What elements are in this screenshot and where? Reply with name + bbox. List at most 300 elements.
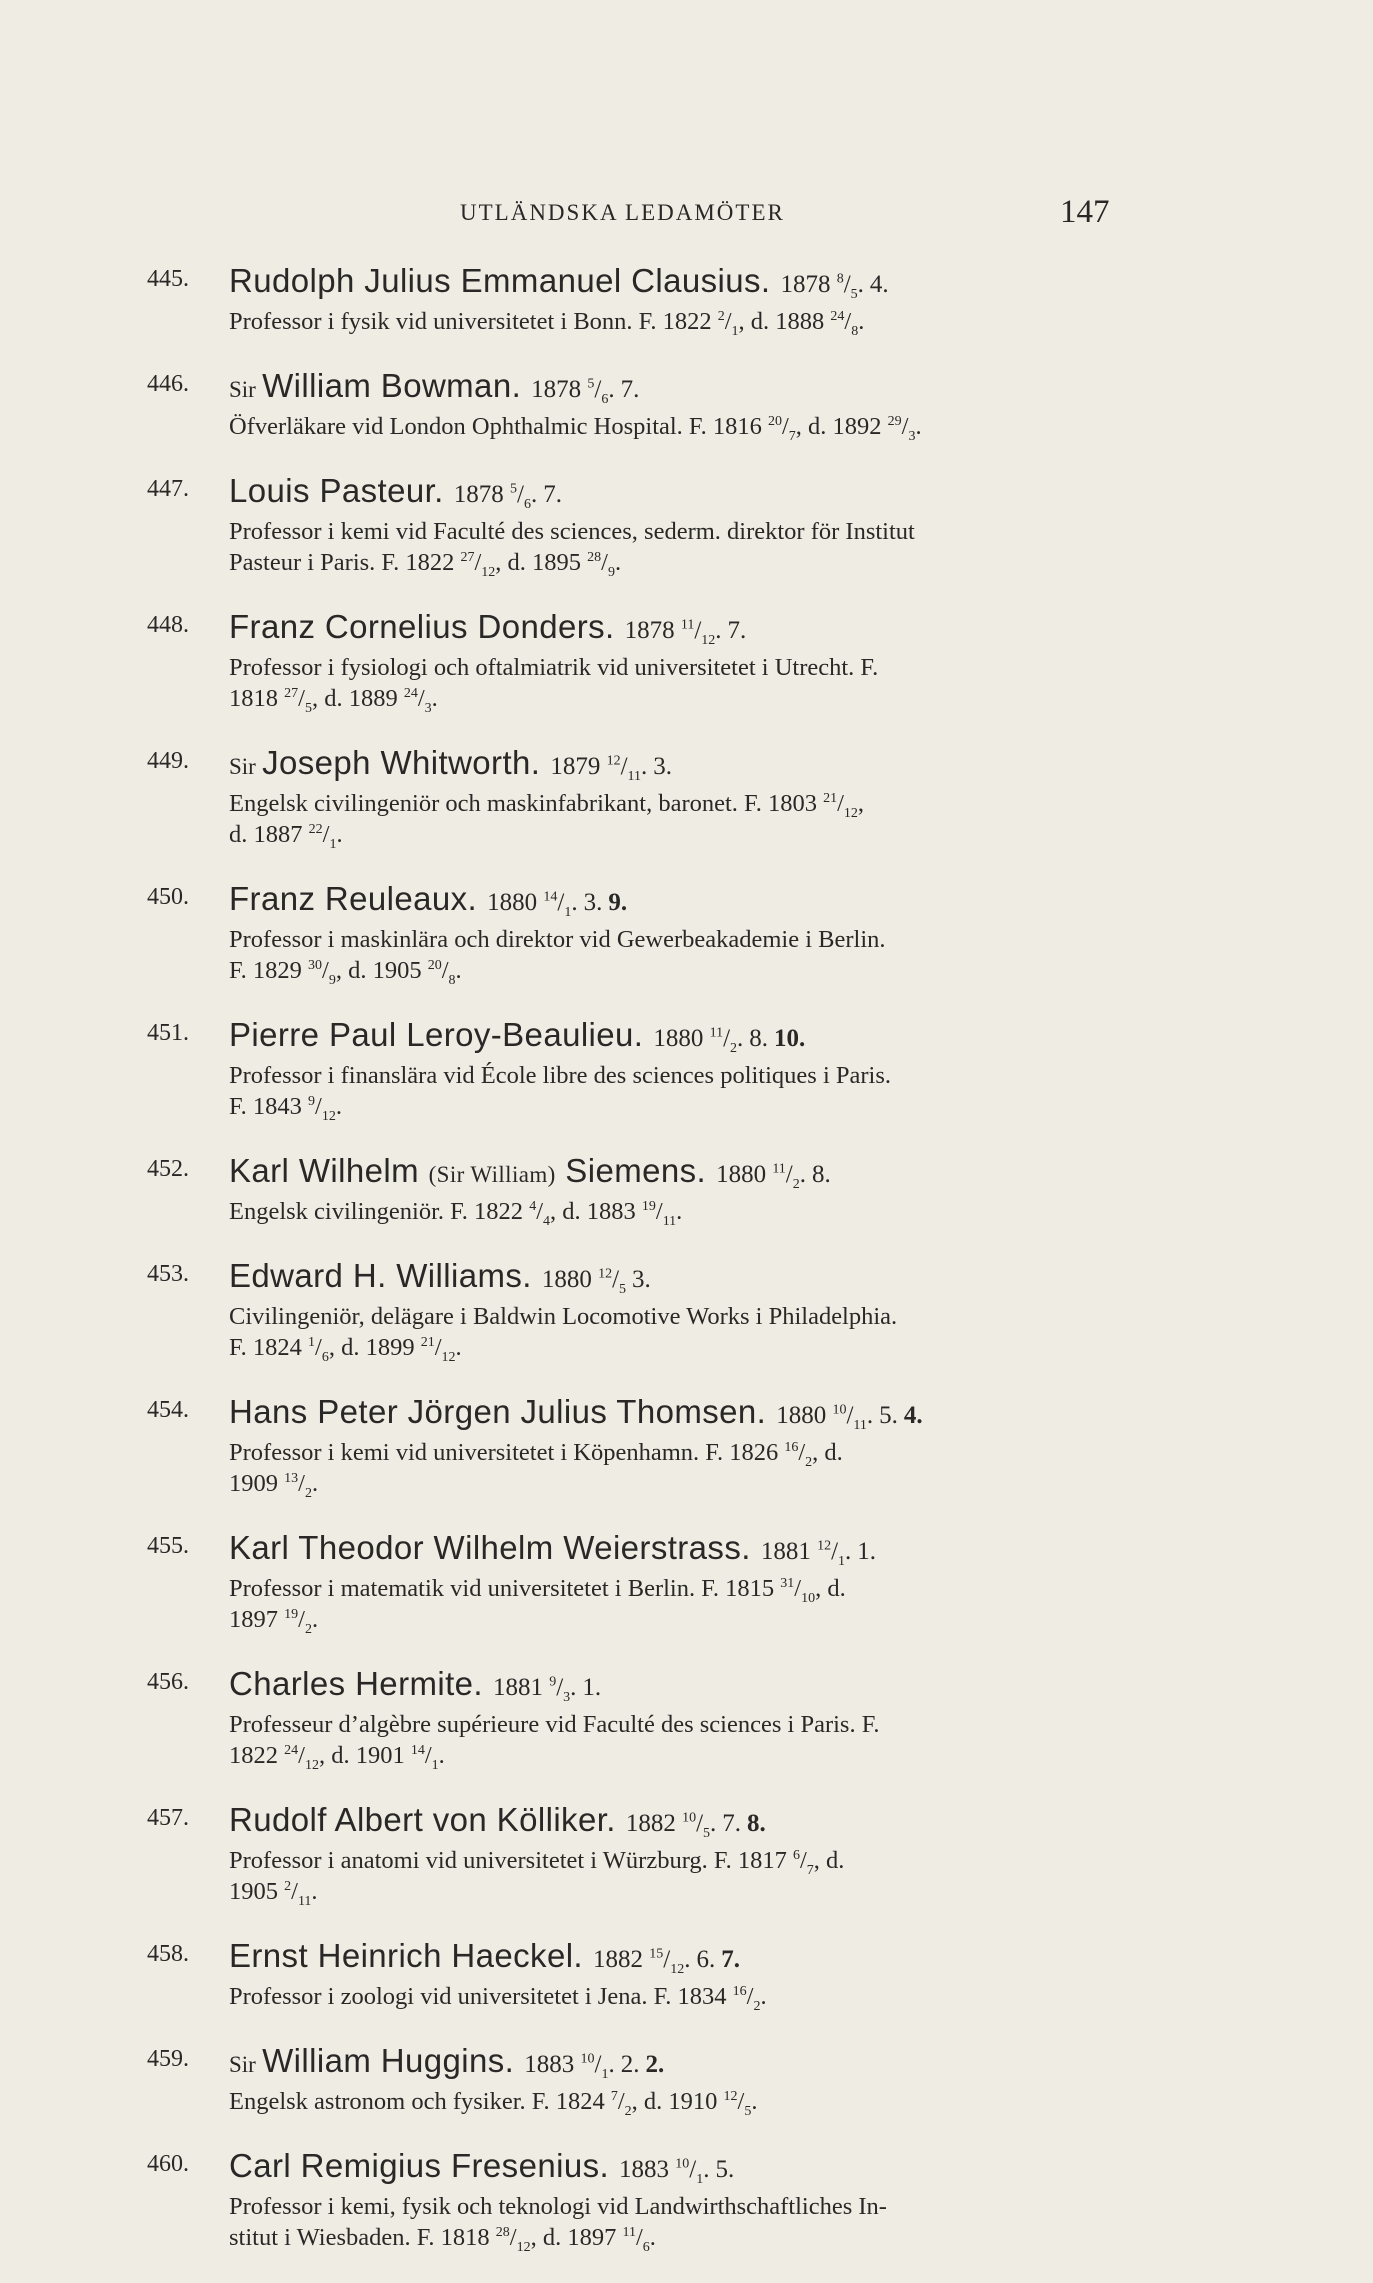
member-name-text: Rudolf Albert von Kölliker. — [229, 1801, 616, 1838]
entry-description — [229, 1060, 1167, 1122]
election-date: 1882 $^{15}/_{12}$. — [593, 1946, 691, 1977]
description-text: 1897 — [229, 1606, 285, 1633]
description-text: 1818 — [229, 685, 285, 712]
description-line: 1897 $^{19}/_2$. — [229, 1606, 319, 1637]
date-month: 12 — [304, 1757, 319, 1773]
election-month: 1 — [601, 2067, 609, 2082]
entry-heading — [229, 1665, 1167, 1707]
member-entry — [147, 262, 1167, 337]
description-text: Professeur d’algèbre supérieure vid Faculté des sciences i Paris. F. — [229, 1711, 880, 1738]
election-month: 1 — [838, 1554, 846, 1569]
member-name — [229, 472, 444, 509]
description-text: . — [311, 1470, 319, 1497]
description-line: Öfverläkare vid London Ophthalmic Hospital. F. 1816 $^{20}/_7$, d. 1892 $^{29}/_3$. — [229, 413, 922, 444]
description-text: , d. — [812, 1439, 843, 1466]
date-punct: . — [857, 271, 864, 298]
entry-number: 456. — [147, 1669, 189, 1695]
entry-description — [229, 1301, 1167, 1363]
entry-heading — [229, 1257, 1167, 1299]
date-month: 7 — [806, 1862, 814, 1878]
description-text: . — [336, 821, 343, 848]
date-day: 4 — [529, 1198, 537, 1214]
entry-description — [229, 788, 1167, 850]
date-month: 2 — [304, 1485, 312, 1501]
description-line — [229, 1709, 1167, 1740]
description-text: Civilingeniör, delägare i Baldwin Locomotive Works i Philadelphia. — [229, 1303, 898, 1330]
election-month: 5 — [619, 1282, 627, 1297]
description-text: , — [857, 790, 865, 817]
date-month: 1 — [431, 1757, 439, 1773]
election-year: 1880 — [487, 889, 538, 916]
member-name-text: Karl Theodor Wilhelm Weierstrass. — [229, 1529, 751, 1566]
date-day: 28 — [587, 549, 602, 565]
election-month: 11 — [853, 1418, 867, 1433]
member-name-text: Ernst Heinrich Haeckel. — [229, 1937, 583, 1974]
election-day: 12 — [817, 1538, 832, 1554]
entry-number: 446. — [147, 371, 189, 397]
date-month: 7 — [788, 428, 796, 444]
election-month: 3 — [563, 1690, 571, 1705]
election-date: 1882 $^{10}/_5$. — [625, 1810, 717, 1841]
date-month: 4 — [543, 1213, 550, 1229]
member-name-text: William Huggins. — [262, 2042, 515, 2079]
description-line: F. 1829 $^{30}/_9$, d. 1905 $^{20}/_8$. — [229, 957, 462, 988]
entry-number: 451. — [147, 1020, 189, 1046]
date-day: 27 — [460, 549, 475, 565]
entry-number: 445. — [147, 266, 189, 292]
date-punct: . — [737, 1025, 744, 1052]
election-day: 15 — [649, 1946, 664, 1962]
date-month: 9 — [607, 564, 615, 580]
description-line — [229, 924, 1167, 955]
date-punct: . — [684, 1946, 691, 1973]
description-text: . — [858, 308, 865, 335]
election-day: 5 — [587, 376, 595, 392]
entry-number: 452. — [147, 1156, 189, 1182]
description-text: . — [751, 2088, 758, 2115]
election-month: 5 — [703, 1826, 711, 1841]
description-text: F. 1829 — [229, 957, 309, 984]
member-name — [229, 1937, 583, 1974]
class-number: 3. — [653, 753, 673, 780]
class-number: 5. — [715, 2156, 735, 2183]
member-name-text: Pierre Paul Leroy-Beaulieu. — [229, 1016, 644, 1053]
entry-heading — [229, 2147, 1167, 2189]
date-day: 21 — [823, 790, 838, 806]
description-text: 1822 — [229, 1742, 285, 1769]
description-line — [229, 1301, 1167, 1332]
description-line: Professor i matematik vid universitetet i Berlin. F. 1815 $^{31}/_{10}$, d. — [229, 1575, 846, 1606]
entry-heading — [229, 880, 1167, 922]
election-day: 11 — [709, 1025, 724, 1041]
description-line: d. 1887 $^{22}/_1$. — [229, 821, 343, 852]
election-date: 1881 $^{12}/_1$. — [760, 1538, 852, 1569]
member-name-text: Rudolph Julius Emmanuel Clausius. — [229, 262, 771, 299]
entry-description — [229, 2086, 1167, 2117]
description-line: Pasteur i Paris. F. 1822 $^{27}/_{12}$, d. 1895 $^{28}/_9$. — [229, 549, 622, 580]
description-line: 1818 $^{27}/_5$, d. 1889 $^{24}/_3$. — [229, 685, 438, 716]
class-number: 3. — [632, 1266, 651, 1293]
entry-description — [229, 1196, 1167, 1227]
election-date: 1878 $^{11}/_{12}$. — [624, 617, 722, 648]
date-month: 8 — [851, 323, 859, 339]
election-month: 1 — [696, 2172, 704, 2187]
description-line: Engelsk civilingeniör och maskinfabrikant, baronet. F. 1803 $^{21}/_{12}$, — [229, 790, 865, 821]
election-day: 12 — [598, 1266, 613, 1282]
running-title: UTLÄNDSKA LEDAMÖTER — [460, 200, 785, 225]
date-day: 13 — [284, 1470, 299, 1486]
date-month: 8 — [448, 972, 456, 988]
description-text: F. 1843 — [229, 1093, 309, 1120]
member-entry — [147, 367, 1167, 442]
election-year: 1882 — [625, 1810, 676, 1837]
member-entry — [147, 472, 1167, 578]
election-month: 1 — [564, 905, 572, 920]
election-month: 2 — [730, 1041, 738, 1056]
entry-number: 450. — [147, 884, 189, 910]
member-entry — [147, 608, 1167, 714]
date-day: 19 — [284, 1606, 299, 1622]
description-text: Professor i kemi vid universitetet i Köpenhamn. F. 1826 — [229, 1439, 785, 1466]
name-prefix: Sir — [229, 2052, 256, 2077]
date-month: 3 — [424, 700, 432, 716]
member-name-text: Edward H. Williams. — [229, 1257, 532, 1294]
election-date: 1878 $^5/_6$. — [531, 376, 615, 407]
description-text: Professor i anatomi vid universitetet i Würzburg. F. 1817 — [229, 1847, 793, 1874]
entry-heading — [229, 472, 1167, 514]
election-day: 11 — [772, 1161, 786, 1177]
page-number: 147 — [1060, 194, 1110, 230]
date-day: 16 — [732, 1983, 747, 1999]
member-name — [229, 1393, 766, 1430]
member-name — [229, 608, 615, 645]
entry-number: 458. — [147, 1941, 189, 1967]
election-day: 10 — [682, 1810, 697, 1826]
description-text: , d. 1889 — [311, 685, 404, 712]
entry-heading — [229, 744, 1167, 786]
member-name-text: Carl Remigius Fresenius. — [229, 2147, 610, 2184]
class-number: 7. — [620, 376, 640, 403]
description-text: . — [311, 1606, 319, 1633]
election-year: 1880 — [541, 1266, 592, 1293]
description-text: Professor i fysiologi och oftalmiatrik vid universitetet i Utrecht. F. — [229, 654, 879, 681]
description-text: Professor i kemi vid Faculté des sciences, sederm. direktor för Institut — [229, 518, 915, 545]
entry-description — [229, 1573, 1167, 1635]
class-number: 8. — [812, 1161, 831, 1188]
date-punct: . — [715, 617, 722, 644]
description-text: Professor i maskinlära och direktor vid Gewerbeakademie i Berlin. — [229, 926, 886, 953]
description-line: 1822 $^{24}/_{12}$, d. 1901 $^{14}/_1$. — [229, 1742, 445, 1773]
description-text: Engelsk civilingeniör och maskinfabrikant, baronet. F. 1803 — [229, 790, 824, 817]
election-date: 1880 $^{14}/_1$. — [487, 889, 578, 920]
description-text: Professor i finanslära vid École libre des sciences politiques i Paris. — [229, 1062, 892, 1089]
election-year: 1883 — [524, 2051, 575, 2078]
class-number-bold: 10. — [774, 1025, 806, 1052]
description-text: , d. — [813, 1847, 845, 1874]
member-name — [229, 2147, 609, 2184]
date-day: 27 — [284, 685, 299, 701]
date-day: 14 — [410, 1742, 425, 1758]
election-year: 1880 — [653, 1025, 704, 1052]
member-name — [229, 1152, 706, 1189]
date-punct: . — [703, 2156, 710, 2183]
entry-heading — [229, 608, 1167, 650]
date-day: 24 — [403, 685, 418, 701]
description-text: Engelsk astronom och fysiker. F. 1824 — [229, 2088, 611, 2115]
description-line: F. 1824 $^1/_6$, d. 1899 $^{21}/_{12}$. — [229, 1334, 462, 1365]
date-punct: . — [710, 1810, 717, 1837]
date-day: 22 — [308, 821, 323, 837]
description-text: Professor i zoologi vid universitetet i Jena. F. 1834 — [229, 1983, 733, 2010]
entry-number: 448. — [147, 612, 189, 638]
date-month: 3 — [908, 428, 916, 444]
member-name — [229, 262, 770, 299]
date-month: 11 — [297, 1893, 312, 1909]
description-text: . — [431, 685, 438, 712]
election-day: 8 — [836, 271, 844, 287]
election-year: 1878 — [531, 376, 582, 403]
date-day: 1 — [308, 1334, 316, 1350]
entry-number: 454. — [147, 1397, 189, 1423]
entry-heading — [229, 367, 1167, 409]
description-text: . — [760, 1983, 767, 2010]
entry-heading — [229, 1937, 1167, 1979]
election-year: 1878 — [453, 481, 504, 508]
class-number: 6. — [696, 1946, 716, 1973]
election-year: 1880 — [776, 1402, 827, 1429]
member-name-text: William Bowman. — [262, 367, 522, 404]
entry-number: 453. — [147, 1261, 189, 1287]
entry-number: 457. — [147, 1805, 189, 1831]
election-day: 10 — [580, 2051, 595, 2067]
class-number-bold: 2. — [645, 2051, 665, 2078]
date-month: 5 — [744, 2103, 752, 2119]
entry-description — [229, 1981, 1167, 2012]
name-prefix: Sir — [229, 754, 256, 779]
member-name — [229, 1801, 616, 1838]
member-entry — [147, 2042, 1167, 2117]
entry-heading — [229, 2042, 1167, 2084]
description-line: Professor i anatomi vid universitetet i Würzburg. F. 1817 $^6/_7$, d. — [229, 1847, 845, 1878]
class-number: 4. — [869, 271, 889, 298]
class-number-bold: 8. — [747, 1810, 766, 1837]
description-line: Professor i zoologi vid universitetet i Jena. F. 1834 $^{16}/_2$. — [229, 1983, 767, 2014]
election-day: 5 — [509, 481, 517, 497]
member-entry — [147, 2147, 1167, 2253]
date-month: 12 — [843, 805, 858, 821]
description-text: , d. 1905 — [335, 957, 428, 984]
member-entry — [147, 1152, 1167, 1227]
class-number-bold: 9. — [608, 889, 628, 916]
election-year: 1883 — [619, 2156, 670, 2183]
description-text: . — [614, 549, 622, 576]
description-line: 1905 $^2/_{11}$. — [229, 1878, 318, 1909]
election-day: 10 — [675, 2156, 690, 2172]
date-day: 29 — [887, 413, 902, 429]
date-month: 12 — [481, 564, 496, 580]
member-name — [229, 1257, 532, 1294]
member-name — [262, 367, 521, 404]
date-day: 2 — [717, 308, 725, 324]
election-date: 1880 $^{11}/_2$. — [716, 1161, 806, 1192]
date-month: 2 — [624, 2103, 632, 2119]
member-name — [262, 2042, 514, 2079]
class-number: 2. — [620, 2051, 640, 2078]
election-day: 9 — [549, 1674, 557, 1690]
date-day: 7 — [610, 2088, 618, 2104]
page-header — [0, 194, 1373, 240]
date-day: 19 — [641, 1198, 656, 1214]
description-line — [229, 516, 1167, 547]
date-punct: . — [530, 481, 538, 508]
election-month: 2 — [792, 1177, 800, 1192]
election-day: 12 — [606, 753, 621, 769]
description-line: 1909 $^{13}/_2$. — [229, 1470, 319, 1501]
description-text: d. 1887 — [229, 821, 309, 848]
description-text: , d. 1883 — [550, 1198, 642, 1225]
date-month: 12 — [321, 1108, 336, 1124]
description-line: Professor i kemi vid universitetet i Köpenhamn. F. 1826 $^{16}/_2$, d. — [229, 1439, 843, 1470]
entry-heading — [229, 1529, 1167, 1571]
entry-number: 447. — [147, 476, 189, 502]
date-punct: . — [571, 889, 578, 916]
description-line — [229, 1060, 1167, 1091]
election-date: 1879 $^{12}/_{11}$. — [550, 753, 648, 784]
member-list — [147, 262, 1167, 2283]
election-year: 1882 — [593, 1946, 643, 1973]
entry-heading — [229, 1152, 1167, 1194]
date-month: 11 — [662, 1213, 677, 1229]
class-number: 8. — [749, 1025, 769, 1052]
member-name-text: Charles Hermite. — [229, 1665, 483, 1702]
description-text: Engelsk civilingeniör. F. 1822 — [229, 1198, 530, 1225]
date-month: 1 — [731, 323, 739, 339]
description-line: Engelsk civilingeniör. F. 1822 $^4/_4$, d. 1883 $^{19}/_{11}$. — [229, 1198, 683, 1229]
description-text: , d. 1888 — [738, 308, 831, 335]
description-text: . — [335, 1093, 342, 1120]
election-date: 1878 $^8/_5$. — [780, 271, 864, 302]
date-day: 31 — [780, 1575, 795, 1591]
description-line: F. 1843 $^9/_{12}$. — [229, 1093, 342, 1124]
entry-description — [229, 306, 1167, 337]
election-year: 1878 — [624, 617, 675, 644]
member-name — [229, 880, 477, 917]
election-year: 1878 — [780, 271, 831, 298]
date-day: 2 — [284, 1878, 292, 1894]
election-month: 12 — [701, 633, 716, 648]
date-punct: . — [641, 753, 648, 780]
description-line — [229, 652, 1167, 683]
date-month: 9 — [328, 972, 336, 988]
election-date: 1883 $^{10}/_1$. — [619, 2156, 710, 2187]
class-number: 7. — [722, 1810, 742, 1837]
date-month: 12 — [441, 1349, 456, 1365]
date-day: 24 — [830, 308, 845, 324]
date-day: 24 — [284, 1742, 299, 1758]
date-month: 12 — [516, 2239, 531, 2255]
election-year: 1879 — [550, 753, 601, 780]
entry-number: 460. — [147, 2151, 189, 2177]
class-number: 5. — [879, 1402, 898, 1429]
description-line: Professor i fysik vid universitetet i Bonn. F. 1822 $^2/_1$, d. 1888 $^{24}/_8$. — [229, 308, 865, 339]
date-day: 9 — [308, 1093, 316, 1109]
election-year: 1880 — [716, 1161, 767, 1188]
member-entry — [147, 1801, 1167, 1907]
member-name-after: Siemens. — [565, 1152, 707, 1189]
class-number: 3. — [583, 889, 603, 916]
description-text: , d. — [815, 1575, 846, 1602]
election-month: 5 — [850, 287, 858, 302]
election-date: 1880 $^{12}/_5$ — [541, 1266, 627, 1297]
description-line: stitut i Wiesbaden. F. 1818 $^{28}/_{12}$, d. 1897 $^{11}/_6$. — [229, 2224, 656, 2255]
election-month: 12 — [670, 1962, 685, 1977]
date-month: 6 — [321, 1349, 329, 1365]
description-text: Professor i matematik vid universitetet i Berlin. F. 1815 — [229, 1575, 781, 1602]
member-entry — [147, 1665, 1167, 1771]
description-text: 1909 — [229, 1470, 285, 1497]
description-text: , d. 1895 — [495, 549, 588, 576]
entry-description — [229, 411, 1167, 442]
entry-number: 449. — [147, 748, 189, 774]
entry-number: 455. — [147, 1533, 189, 1559]
date-month: 2 — [304, 1621, 312, 1637]
election-month: 6 — [523, 497, 531, 512]
description-text: . — [455, 957, 462, 984]
description-text: . — [455, 1334, 462, 1361]
class-number: 1. — [857, 1538, 877, 1565]
entry-heading — [229, 1801, 1167, 1843]
description-text: 1905 — [229, 1878, 285, 1905]
member-entry — [147, 1016, 1167, 1122]
class-number-bold: 7. — [721, 1946, 740, 1973]
date-month: 2 — [805, 1454, 813, 1470]
description-text: , d. 1901 — [318, 1742, 411, 1769]
entry-description — [229, 1845, 1167, 1907]
description-text: stitut i Wiesbaden. F. 1818 — [229, 2224, 496, 2251]
election-day: 11 — [680, 617, 695, 633]
name-parenthetical: (Sir William) — [428, 1162, 556, 1187]
description-text: , d. 1899 — [328, 1334, 421, 1361]
description-text: F. 1824 — [229, 1334, 309, 1361]
member-name — [229, 1529, 751, 1566]
member-name-text: Joseph Whitworth. — [262, 744, 541, 781]
class-number: 7. — [543, 481, 562, 508]
description-text: . — [438, 1742, 445, 1769]
class-number-bold: 4. — [903, 1402, 923, 1429]
date-month: 5 — [304, 700, 312, 716]
member-name — [262, 744, 540, 781]
election-day: 10 — [832, 1402, 847, 1418]
description-text: , d. 1910 — [631, 2088, 724, 2115]
date-day: 21 — [420, 1334, 435, 1350]
election-year: 1881 — [492, 1674, 543, 1701]
description-line: Engelsk astronom och fysiker. F. 1824 $^7/_2$, d. 1910 $^{12}/_5$. — [229, 2088, 758, 2119]
description-text: . — [649, 2224, 656, 2251]
election-date: 1880 $^{10}/_{11}$. — [776, 1402, 874, 1433]
date-day: 11 — [622, 2224, 636, 2240]
description-line — [229, 2191, 1167, 2222]
member-name-text: Franz Reuleaux. — [229, 880, 478, 917]
election-day: 14 — [543, 889, 558, 905]
date-day: 6 — [792, 1847, 800, 1863]
date-day: 12 — [723, 2088, 738, 2104]
date-month: 1 — [329, 836, 337, 852]
election-date: 1883 $^{10}/_1$. — [524, 2051, 615, 2082]
date-punct: . — [866, 1402, 874, 1429]
description-text: . — [311, 1878, 318, 1905]
member-entry — [147, 1393, 1167, 1499]
date-day: 28 — [495, 2224, 510, 2240]
